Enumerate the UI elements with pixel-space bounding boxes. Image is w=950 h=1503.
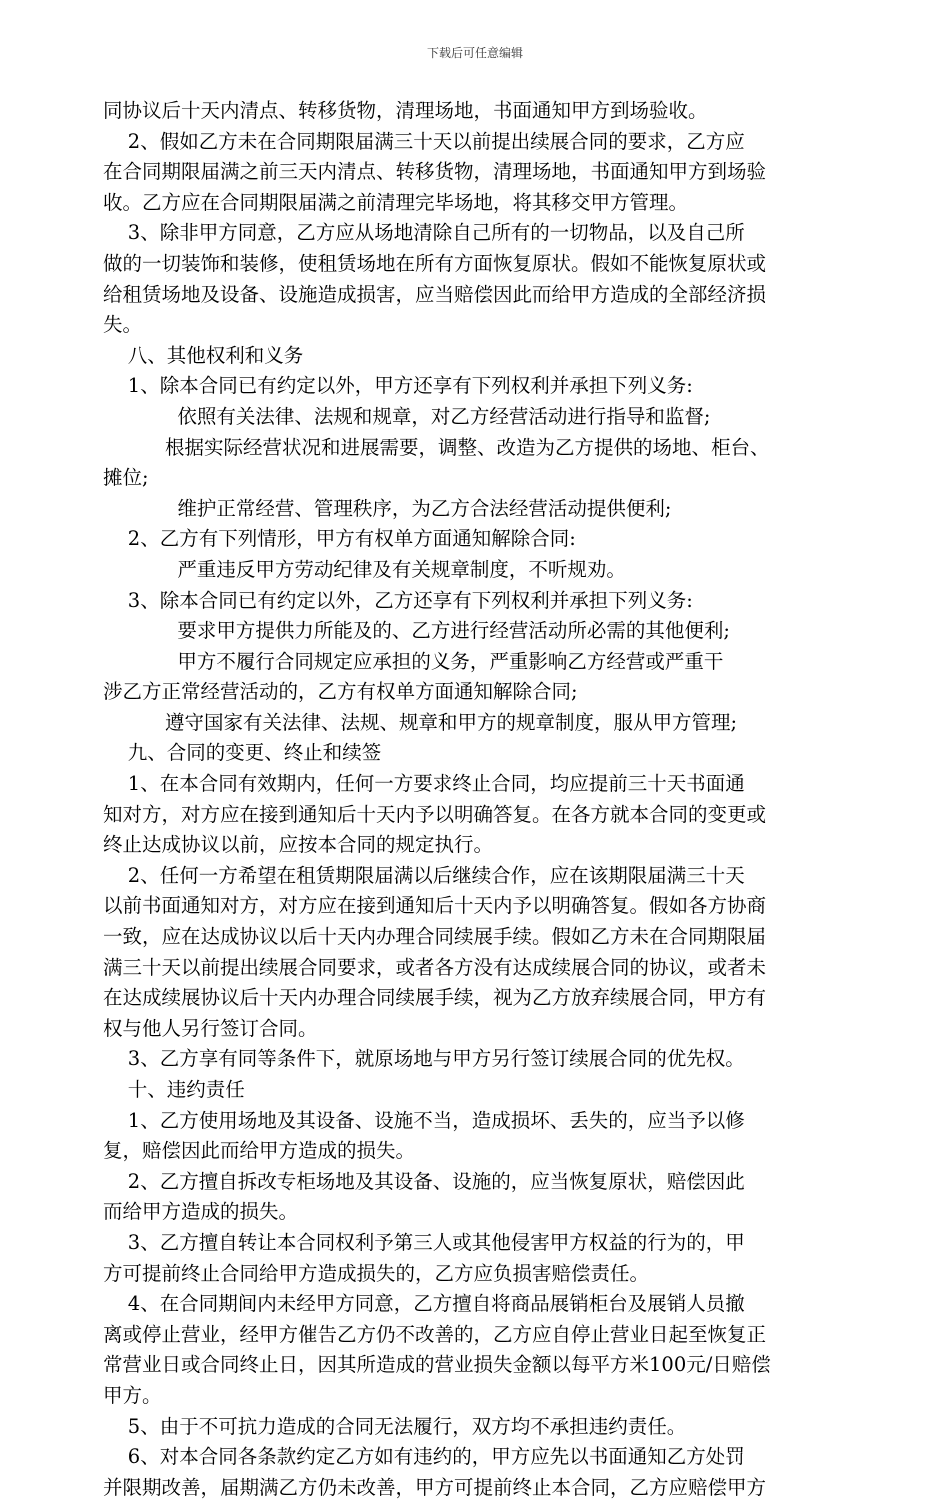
text-line: 给租赁场地及设备、设施造成损害，应当赔偿因此而给甲方造成的全部经济损 [103, 282, 767, 306]
text-line: 3、除本合同已有约定以外，乙方还享有下列权利并承担下列义务: [103, 588, 693, 612]
text-line: 1、除本合同已有约定以外，甲方还享有下列权利并承担下列义务: [103, 374, 693, 398]
text-line: 方可提前终止合同给甲方造成损失的，乙方应负损害赔偿责任。 [103, 1261, 650, 1285]
text-line: 1、乙方使用场地及其设备、设施不当，造成损坏、丢失的，应当予以修 [103, 1108, 745, 1132]
text-line: 权与他人另行签订合同。 [103, 1016, 318, 1040]
text-line: 6、对本合同各条款约定乙方如有违约的，甲方应先以书面通知乙方处罚 [103, 1445, 745, 1469]
text-line: 根据实际经营状况和进展需要，调整、改造为乙方提供的场地、柜台、 [103, 435, 770, 459]
text-line: 常营业日或合同终止日，因其所造成的营业损失金额以每平方米100元/日赔偿 [103, 1353, 771, 1377]
text-line: 一致，应在达成协议以后十天内办理合同续展手续。假如乙方未在合同期限届 [103, 925, 767, 949]
text-line: 严重违反甲方劳动纪律及有关规章制度，不听规劝。 [103, 557, 626, 581]
text-line: 以前书面通知对方，对方应在接到通知后十天内予以明确答复。假如各方协商 [103, 894, 767, 918]
text-line: 满三十天以前提出续展合同要求，或者各方没有达成续展合同的协议，或者未 [103, 955, 767, 979]
text-line: 4、在合同期间内未经甲方同意，乙方擅自将商品展销柜台及展销人员撤 [103, 1292, 745, 1316]
text-line: 十、违约责任 [103, 1078, 245, 1101]
text-line: 八、其他权利和义务 [103, 343, 304, 367]
text-line: 3、除非甲方同意，乙方应从场地清除自己所有的一切物品，以及自己所 [103, 221, 745, 245]
text-line: 在合同期限届满之前三天内清点、转移货物，清理场地，书面通知甲方到场验 [103, 160, 767, 184]
page-header: 下载后可任意编辑 [426, 46, 523, 60]
text-line: 同协议后十天内清点、转移货物，清理场地，书面通知甲方到场验收。 [103, 99, 708, 122]
text-line: 而给甲方造成的损失。 [103, 1200, 299, 1224]
text-line: 涉乙方正常经营活动的，乙方有权单方面通知解除合同; [103, 680, 578, 704]
text-line: 九、合同的变更、终止和续签 [103, 741, 382, 765]
text-line: 3、乙方擅自转让本合同权利予第三人或其他侵害甲方权益的行为的，甲 [103, 1230, 745, 1254]
text-line: 并限期改善，届期满乙方仍未改善，甲方可提前终止本合同，乙方应赔偿甲方 [103, 1475, 767, 1499]
text-line: 离或停止营业，经甲方催告乙方仍不改善的，乙方应自停止营业日起至恢复正 [103, 1322, 767, 1346]
document-body [103, 96, 855, 1503]
text-line: 失。 [103, 313, 143, 337]
text-line: 遵守国家有关法律、法规、规章和甲方的规章制度，服从甲方管理; [103, 710, 738, 734]
text-line: 甲方。 [103, 1383, 162, 1407]
text-line: 2、任何一方希望在租赁期限届满以后继续合作，应在该期限届满三十天 [103, 863, 745, 887]
text-line: 要求甲方提供力所能及的、乙方进行经营活动所必需的其他便利; [103, 619, 730, 643]
text-line: 维护正常经营、管理秩序，为乙方合法经营活动提供便利; [103, 496, 672, 520]
text-line: 1、在本合同有效期内，任何一方要求终止合同，均应提前三十天书面通 [103, 772, 745, 796]
text-line: 3、乙方享有同等条件下，就原场地与甲方另行签订续展合同的优先权。 [103, 1047, 745, 1071]
text-line: 摊位; [103, 466, 149, 490]
text-line: 依照有关法律、法规和规章，对乙方经营活动进行指导和监督; [103, 404, 711, 428]
text-line: 知对方，对方应在接到通知后十天内予以明确答复。在各方就本合同的变更或 [103, 802, 767, 826]
text-line: 2、乙方有下列情形，甲方有权单方面通知解除合同: [103, 527, 576, 551]
text-line: 2、乙方擅自拆改专柜场地及其设备、设施的，应当恢复原状，赔偿因此 [103, 1169, 745, 1193]
text-line: 5、由于不可抗力造成的合同无法履行，双方均不承担违约责任。 [103, 1414, 687, 1438]
text-line: 2、假如乙方未在合同期限届满三十天以前提出续展合同的要求，乙方应 [103, 129, 745, 153]
text-line: 复，赔偿因此而给甲方造成的损失。 [103, 1139, 416, 1163]
text-line: 甲方不履行合同规定应承担的义务，严重影响乙方经营或严重干 [103, 649, 724, 673]
text-line: 终止达成协议以前，应按本合同的规定执行。 [103, 833, 494, 857]
text-line: 做的一切装饰和装修，使租赁场地在所有方面恢复原状。假如不能恢复原状或 [103, 251, 767, 275]
text-line: 在达成续展协议后十天内办理合同续展手续，视为乙方放弃续展合同，甲方有 [103, 986, 767, 1010]
text-line: 收。乙方应在合同期限届满之前清理完毕场地，将其移交甲方管理。 [103, 190, 689, 214]
